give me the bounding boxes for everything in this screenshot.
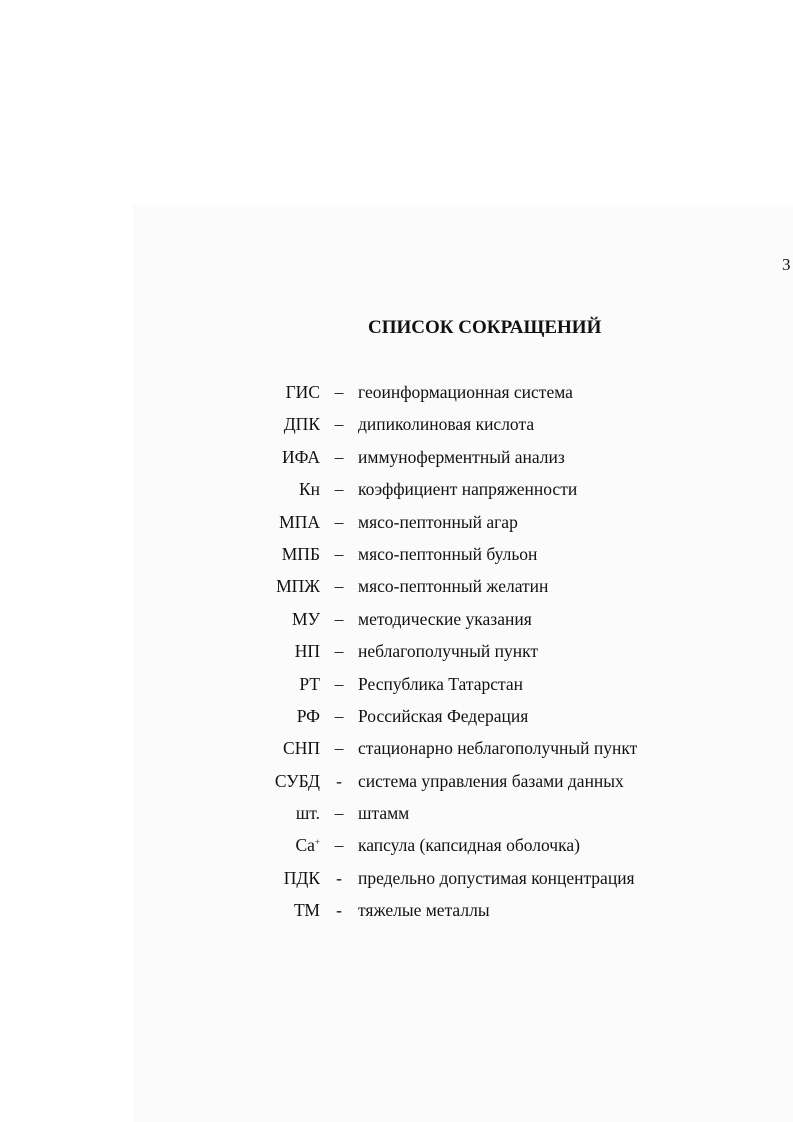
list-item: [230, 572, 700, 604]
abbreviation-separator: –: [334, 382, 344, 402]
list-item: [230, 540, 700, 572]
page-title: СПИСОК СОКРАЩЕНИЙ: [368, 317, 602, 338]
list-item: [230, 378, 700, 410]
list-item: [230, 734, 700, 766]
abbreviation-term: [230, 443, 320, 471]
abbreviation-term-text: ГИС: [285, 382, 320, 402]
abbreviation-definition: Российская Федерация: [358, 705, 529, 726]
abbreviation-term: [230, 831, 320, 859]
abbreviation-separator: –: [334, 446, 344, 467]
list-item: [230, 605, 700, 637]
abbreviation-separator: –: [334, 511, 344, 532]
abbreviation-term: [230, 896, 320, 924]
abbreviation-separator: –: [334, 414, 344, 435]
page-number: 3: [782, 255, 791, 274]
abbreviation-term: [230, 702, 320, 730]
abbreviation-term: [230, 572, 320, 600]
abbreviation-definition: тяжелые металлы: [358, 900, 490, 921]
abbreviation-separator: –: [334, 705, 344, 726]
abbreviation-term-text: шт.: [295, 803, 320, 824]
abbreviation-term-text: РТ: [299, 673, 320, 694]
abbreviation-term-text: МУ: [292, 608, 320, 629]
abbreviation-separator: –: [334, 738, 344, 759]
abbreviation-term: [230, 605, 320, 633]
abbreviation-term: [230, 767, 320, 795]
abbreviation-separator: –: [334, 641, 344, 662]
abbreviation-term-text: СНП: [283, 738, 320, 759]
list-item: [230, 410, 700, 442]
abbreviation-definition: стационарно неблагополучный пункт: [358, 738, 638, 759]
abbreviation-term-text: ДПК: [283, 414, 320, 435]
abbreviation-separator: –: [334, 673, 344, 694]
abbreviation-separator: –: [334, 543, 344, 564]
list-item: [230, 637, 700, 669]
abbreviation-term-text: ПДК: [283, 867, 320, 888]
abbreviation-term-text: МПА: [279, 511, 320, 532]
abbreviation-list: [230, 378, 700, 929]
abbreviation-term-text: СУБД: [274, 770, 320, 791]
list-item: [230, 508, 700, 540]
abbreviation-separator: -: [336, 900, 342, 921]
abbreviation-superscript: +: [314, 837, 320, 848]
list-item: [230, 864, 700, 896]
list-item: [230, 831, 700, 863]
abbreviation-term: [230, 378, 320, 406]
abbreviation-separator: –: [334, 608, 344, 629]
abbreviation-term: [230, 799, 320, 827]
abbreviation-definition: коэффициент напряженности: [358, 479, 578, 500]
abbreviation-definition: мясо-пептонный бульон: [358, 543, 538, 564]
abbreviation-term-text: МПБ: [281, 543, 320, 564]
list-item: [230, 475, 700, 507]
abbreviation-term-text: ИФА: [282, 446, 320, 467]
abbreviation-term-text: НП: [294, 641, 320, 662]
abbreviation-term: [230, 734, 320, 762]
abbreviation-definition: штамм: [358, 803, 410, 824]
abbreviation-definition: дипиколиновая кислота: [358, 414, 535, 435]
abbreviation-term-text: ТМ: [293, 900, 320, 921]
abbreviation-term: [230, 637, 320, 665]
abbreviation-definition: предельно допустимая концентрация: [358, 867, 635, 888]
abbreviation-definition: система управления базами данных: [358, 770, 624, 791]
abbreviation-separator: –: [334, 835, 344, 856]
abbreviation-definition: Республика Татарстан: [358, 673, 524, 694]
list-item: [230, 702, 700, 734]
abbreviation-definition: капсула (капсидная оболочка): [358, 835, 580, 856]
abbreviation-definition: мясо-пептонный агар: [358, 511, 518, 532]
list-item: [230, 799, 700, 831]
list-item: [230, 670, 700, 702]
abbreviation-definition: неблагополучный пункт: [358, 641, 539, 662]
abbreviation-separator: –: [334, 576, 344, 597]
abbreviation-separator: -: [336, 867, 342, 888]
abbreviation-definition: методические указания: [358, 608, 532, 629]
abbreviation-term: [230, 475, 320, 503]
abbreviation-separator: -: [336, 770, 342, 791]
abbreviation-term: [230, 508, 320, 536]
abbreviation-term: [230, 410, 320, 438]
abbreviation-separator: –: [334, 803, 344, 824]
abbreviation-term: [230, 670, 320, 698]
list-item: [230, 443, 700, 475]
abbreviation-term: [230, 540, 320, 568]
abbreviation-term-text: Са: [295, 835, 315, 856]
abbreviation-definition: иммуноферментный анализ: [358, 446, 565, 467]
abbreviation-term-text: МПЖ: [276, 576, 320, 597]
abbreviation-term-text: РФ: [296, 705, 320, 726]
abbreviation-definition: мясо-пептонный желатин: [358, 576, 549, 597]
abbreviation-separator: –: [334, 479, 344, 500]
abbreviation-term: [230, 864, 320, 892]
list-item: [230, 767, 700, 799]
abbreviation-term-text: Кн: [298, 479, 320, 500]
list-item: [230, 896, 700, 928]
abbreviation-definition: геоинформационная система: [358, 382, 573, 402]
